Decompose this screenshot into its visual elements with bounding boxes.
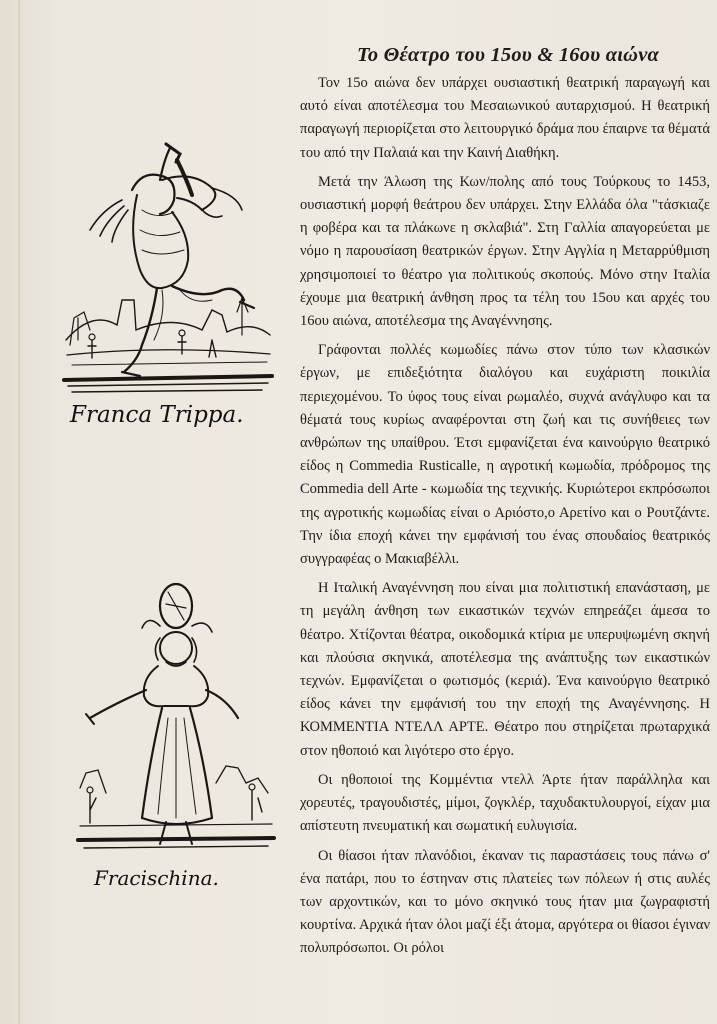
paragraph: Μετά την Άλωση της Κων/πολης από τους Τούρκους το 1453, ουσιαστική μορφή θεάτρου δεν υπάρχει. Στην Ελλάδα όλα "τάσκιαζε η φοβέρα και τα πλάκωνε η σκλαβιά". Στη Γαλλία απαγορεύεται με νόμο η παρουσίαση θεατρικών έργων. Στην Αγγλία η Μεταρρύθμιση χρησιμοποιεί το θέατρο για πολιτικούς σκοπούς. Μόνο στην Ιταλία έχουμε μια θεατρική άνθηση προς τα τέλη του 15ου και αρχές του 16ου αιώνα, αποτέλεσμα της Αναγέννησης. <box>300 173 710 330</box>
page-fold <box>18 0 20 1024</box>
paragraph: Τον 15ο αιώνα δεν υπάρχει ουσιαστική θεατρική παραγωγή και αυτό είναι αποτέλεσμα του Μεσαιωνικού αυταρχισμού. Η θεατρική παραγωγή περιορίζεται στο λειτουργικό δράμα που έπαιρνε τα θέματά του από την Παλαιά και την Καινή Διαθήκη. <box>300 75 710 161</box>
commedia-woman-engraving-icon <box>76 578 276 868</box>
paragraph: Η Ιταλική Αναγέννηση που είναι μια πολιτιστική επανάσταση, με τη μεγάλη άνθηση των εικαστικών τεχνών επηρεάζει άμεσα το θέατρο. Χτίζονται θέατρα, οικοδομικά κτίρια με υπερυψωμένη σκηνή και πλούσια σκηνικά, αποτέλεσμα της ανάπτυξης των εικαστικών τεχνών. Εμφανίζεται ο φωτισμός (κεριά). Ένα καινούργιο θεατρικό είδος κάνει την εμφάνισή του την εποχή της Αναγέννησης. Η ΚΟΜΜΕΝΤΙΑ ΝΤΕΛΛ ΑΡΤΕ. Θέατρο που στηρίζεται πρωταρχικά στον ηθοποιό και λιγότερο στο έργο. <box>300 580 710 759</box>
paragraph: Γράφονται πολλές κωμωδίες πάνω στον τύπο των κλασικών έργων, με επιδεξιότητα διαλόγου και ευχάριστη ποικιλία περιεχομένου. Το ύφος τους είναι ρωμαλέο, συχνά ανάγλυφο και τα θέματά τους κυρίως αναφέρονται στη ζωή και τις συνήθειες των ανθρώπων της υπαίθρου. Έτσι εμφανίζεται ένα καινούργιο θεατρικό είδος η Commedia Rusticalle, η αγροτική κωμωδία, πρόδρομος της Commedia dell Arte - κωμωδία της τεχνικής. Κυριώτεροι εκπρόσωποι της αγροτικής κωμωδίας είναι ο Αριόστο,ο Αρετίνο και ο Ρουτζάντε. Την ίδια εποχή κάνει την εμφάνισή του ένας σπουδαίος θεατρικός συγγραφέας ο Μακιαβέλλι. <box>300 342 710 568</box>
page-title: Το Θέατρο του 15ου & 16ου αιώνα <box>356 44 660 66</box>
figure-caption: Franca Trippa. <box>70 402 244 428</box>
figure-caption: Fracischina. <box>94 866 219 890</box>
paragraph: Οι ηθοποιοί της Κομμέντια ντελλ Άρτε ήταν παράλληλα και χορευτές, τραγουδιστές, μίμοι, ζογκλέρ, ταχυδακτυλουργοί, είχαν μια απίστευτη πνευματική και σωματική ευλυγισία. <box>300 771 710 835</box>
paragraph: Οι θίασοι ήταν πλανόδιοι, έκαναν τις παραστάσεις τους πάνω σ' ένα πατάρι, που το έστηναν στις πλατείες των πόλεων ή στις αυλές των αρχοντικών, και το μόνο σκηνικό τους ήταν μια ζωγραφιστή κουρτίνα. Αρχικά ήταν όλοι μαζί έξι άτομα, αργότερα οι θίασοι έγιναν πολυπρόσωποι. Οι ρόλοι <box>300 847 710 957</box>
body-text <box>300 72 710 967</box>
commedia-dancer-engraving-icon <box>62 140 274 405</box>
